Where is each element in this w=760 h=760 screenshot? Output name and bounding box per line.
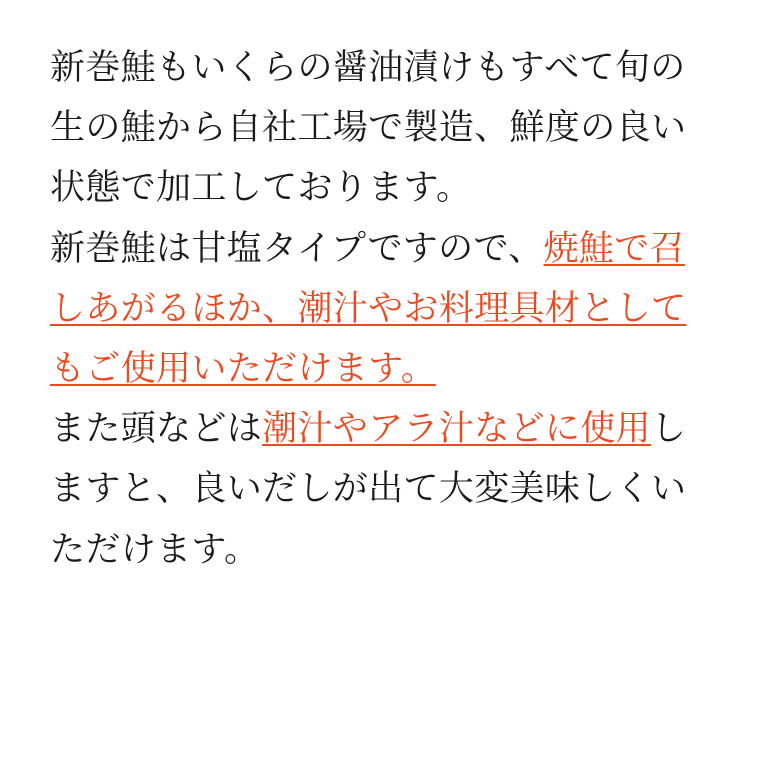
text-segment: また頭などは: [50, 409, 263, 449]
paragraph-3: [50, 399, 714, 580]
text-segment: 新巻鮭もいくらの醤油漬けもすべて旬の生の鮭から自社工場で製造、鮮度の良い状態で加工しております。: [50, 48, 687, 208]
paragraph-2: [50, 219, 714, 400]
highlighted-text-segment: 焼鮭で召しあがるほか、潮汁やお料理具材としてもご使用いただけます。: [50, 228, 687, 388]
highlighted-text-segment: 潮汁やアラ汁などに使用: [262, 409, 651, 449]
paragraph-1: [50, 38, 714, 219]
product-description-text: [50, 38, 714, 580]
text-segment: 新巻鮭は甘塩タイプですので、: [50, 228, 544, 268]
text-segment: しますと、良いだしが出て大変美味しくいただけます。: [50, 409, 687, 569]
